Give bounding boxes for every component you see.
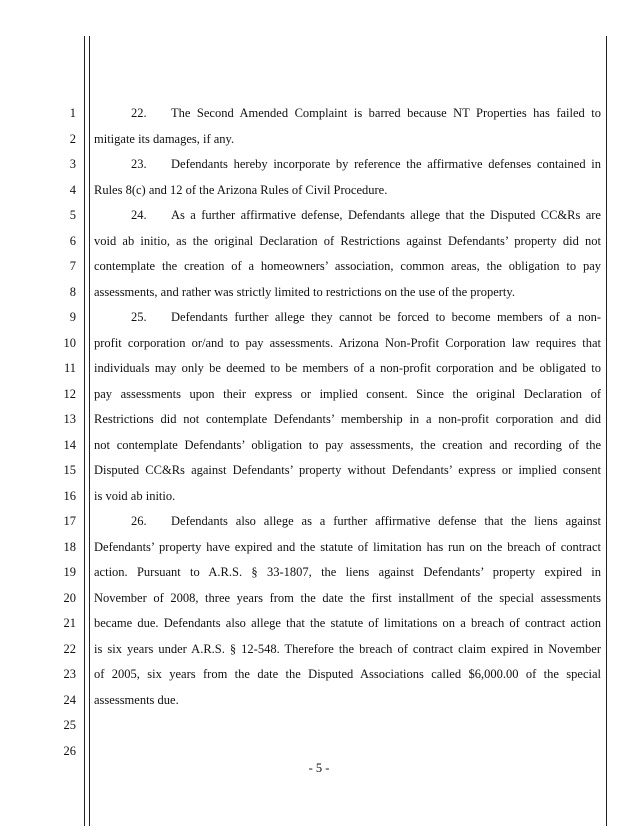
line-text: assessments, and rather was strictly limited to restrictions on the use of the property. xyxy=(94,284,515,299)
line-number: 2 xyxy=(69,131,76,146)
paragraph-number: 26. xyxy=(131,514,147,528)
text-line xyxy=(94,433,601,459)
line-number: 13 xyxy=(63,412,76,426)
text-line xyxy=(94,688,601,714)
paragraph-first-line xyxy=(94,203,601,229)
paragraph-first-line xyxy=(94,305,601,331)
line-text: Defendants further allege they cannot be forced to become members of a non- xyxy=(171,310,601,324)
text-line xyxy=(94,254,601,280)
text-line xyxy=(94,560,601,586)
line-number: 21 xyxy=(63,616,76,630)
line-number: 25 xyxy=(63,718,76,732)
line-number: 19 xyxy=(63,565,76,579)
line-number: 5 xyxy=(69,208,76,222)
line-text: assessments due. xyxy=(94,692,179,707)
line-text: As a further affirmative defense, Defendants allege that the Disputed CC&Rs are xyxy=(171,208,601,222)
paragraph-number: 24. xyxy=(131,208,147,222)
line-number: 22 xyxy=(63,641,76,656)
line-number: 11 xyxy=(63,361,76,375)
line-number: 7 xyxy=(69,259,76,273)
line-text: mitigate its damages, if any. xyxy=(94,131,235,146)
text-line xyxy=(94,586,601,612)
text-line xyxy=(94,484,601,510)
line-number: 24 xyxy=(63,692,76,707)
right-margin-rule xyxy=(606,36,607,826)
text-line xyxy=(94,382,601,408)
text-line xyxy=(94,662,601,688)
paragraph-number: 25. xyxy=(131,310,147,324)
line-number: 9 xyxy=(69,310,76,324)
line-number: 17 xyxy=(63,514,76,528)
paragraph-first-line xyxy=(94,101,601,127)
line-number: 26 xyxy=(63,743,76,758)
line-text: became due. Defendants also allege that the statute of limitations on a breach of contract action xyxy=(94,616,601,630)
text-line xyxy=(94,356,601,382)
line-text: pay assessments upon their express or implied consent. Since the original Declaration of xyxy=(94,386,601,401)
left-margin-rule-outer xyxy=(84,36,85,826)
line-number: 14 xyxy=(63,437,76,452)
line-number: 18 xyxy=(63,539,76,554)
text-line xyxy=(94,407,601,433)
line-number: 4 xyxy=(69,182,76,197)
line-text: void ab initio, as the original Declaration of Restrictions against Defendants’ property did not xyxy=(94,233,601,248)
text-line xyxy=(94,229,601,255)
line-text: The Second Amended Complaint is barred because NT Properties has failed to xyxy=(171,106,601,120)
line-text: Defendants hereby incorporate by reference the affirmative defenses contained in xyxy=(171,157,601,171)
page-number: - 5 - xyxy=(308,761,330,775)
line-text: is six years under A.R.S. § 12-548. Therefore the breach of contract claim expired in November xyxy=(94,641,601,656)
line-number: 8 xyxy=(69,284,76,299)
line-number: 12 xyxy=(63,386,76,401)
line-text: not contemplate Defendants’ obligation to pay assessments, the creation and recording of the xyxy=(94,437,601,452)
line-number: 6 xyxy=(69,233,76,248)
text-line xyxy=(94,178,601,204)
line-number: 3 xyxy=(69,157,76,171)
line-text: individuals may only be deemed to be members of a non-profit corporation and be obligated to xyxy=(94,361,601,375)
left-margin-rule-inner xyxy=(89,36,90,826)
line-number: 20 xyxy=(63,590,76,605)
line-text: Defendants’ property have expired and the statute of limitation has run on the breach of contract xyxy=(94,539,601,554)
line-text: Disputed CC&Rs against Defendants’ property without Defendants’ express or implied consent xyxy=(94,463,601,477)
line-number: 15 xyxy=(63,463,76,477)
line-number: 1 xyxy=(69,106,76,120)
text-line xyxy=(94,637,601,663)
line-text: profit corporation or/and to pay assessments. Arizona Non-Profit Corporation law requires that xyxy=(94,335,601,350)
text-line xyxy=(94,611,601,637)
line-text: contemplate the creation of a homeowners’ association, common areas, the obligation to pay xyxy=(94,259,601,273)
text-line xyxy=(94,458,601,484)
text-line xyxy=(94,331,601,357)
line-text: action. Pursuant to A.R.S. § 33-1807, the liens against Defendants’ property expired in xyxy=(94,565,601,579)
paragraph-number: 22. xyxy=(131,106,147,120)
line-number: 16 xyxy=(63,488,76,503)
paragraph-number: 23. xyxy=(131,157,147,171)
line-text: of 2005, six years from the date the Disputed Associations called $6,000.00 of the special xyxy=(94,667,601,681)
text-line xyxy=(94,127,601,153)
line-text: is void ab initio. xyxy=(94,488,176,503)
line-text: Rules 8(c) and 12 of the Arizona Rules of Civil Procedure. xyxy=(94,182,388,197)
text-line xyxy=(94,535,601,561)
text-line xyxy=(94,280,601,306)
paragraph-first-line xyxy=(94,152,601,178)
paragraph-first-line xyxy=(94,509,601,535)
line-number: 10 xyxy=(63,335,76,350)
line-text: Defendants also allege as a further affirmative defense that the liens against xyxy=(171,514,601,528)
line-text: November of 2008, three years from the date the first installment of the special assessments xyxy=(94,590,601,605)
line-number: 23 xyxy=(63,667,76,681)
line-text: Restrictions did not contemplate Defendants’ membership in a non-profit corporation and did xyxy=(94,412,601,426)
